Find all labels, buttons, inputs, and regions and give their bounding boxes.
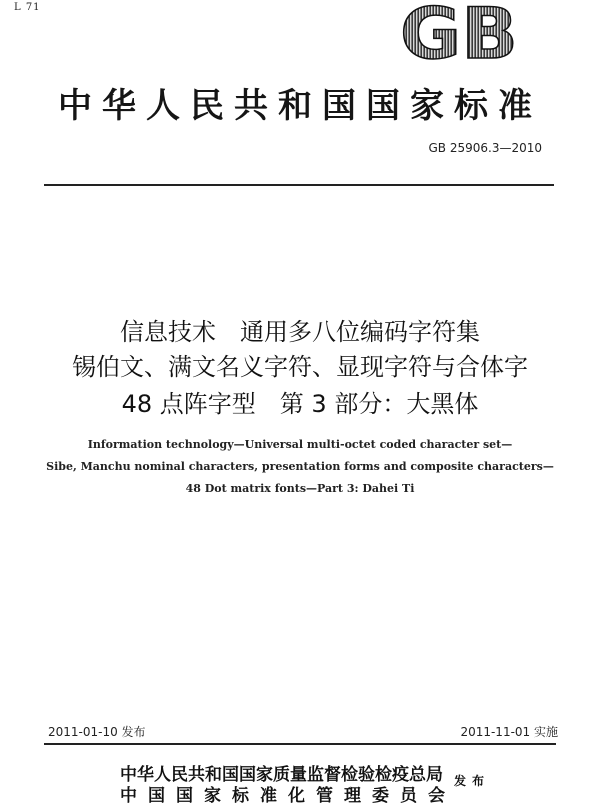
implementation-date: 2011-11-01 实施 [460, 725, 558, 739]
national-standard-heading: 中华人民共和国国家标准 [58, 86, 542, 126]
gb-logo [398, 2, 520, 60]
standard-number: GB 25906.3—2010 [428, 141, 542, 155]
issuer-aqsiq: 中华人民共和国国家质量监督检验检疫总局 [120, 765, 443, 785]
title-cn-line-1: 信息技术 通用多八位编码字符集 [120, 318, 480, 346]
title-cn-line-2: 锡伯文、满文名义字符、显现字符与合体字 [72, 353, 528, 381]
issuer-sac: 中国国家标准化管理委员会 [120, 786, 456, 806]
header-divider [44, 184, 554, 186]
title-en-line-1: Information technology—Universal multi-octet coded character set— [87, 438, 513, 451]
title-en-line-2: Sibe, Manchu nominal characters, presentation forms and composite characters— [46, 460, 554, 473]
ics-code: L 71 [14, 2, 41, 13]
gb-logo-text: GB [400, 2, 518, 60]
title-cn-line-3: 48 点阵字型 第 3 部分：大黑体 [121, 390, 479, 418]
title-en-line-3: 48 Dot matrix fonts—Part 3: Dahei Ti [185, 482, 415, 495]
issue-date: 2011-01-10 发布 [48, 725, 146, 739]
publish-label: 发布 [454, 774, 491, 788]
footer-divider [44, 743, 556, 745]
